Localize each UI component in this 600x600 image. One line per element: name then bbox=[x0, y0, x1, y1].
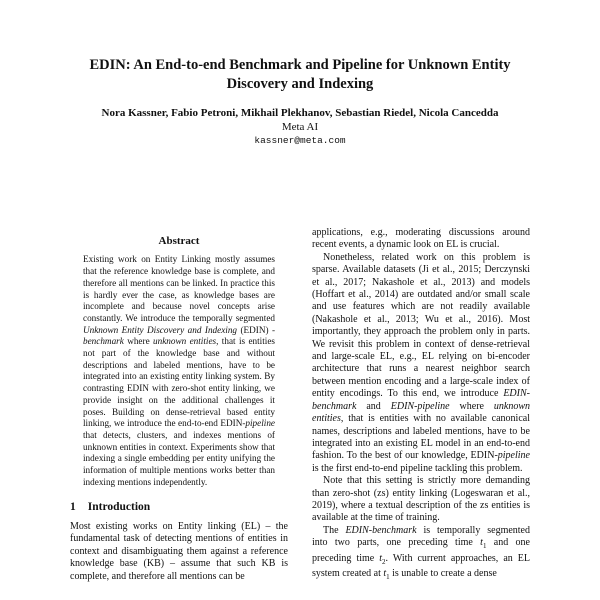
email-address: kassner@meta.com bbox=[254, 135, 346, 146]
body-paragraph: applications, e.g., moderating discussions around recent events, a dynamic look on EL is crucial. bbox=[312, 227, 530, 251]
two-column-body bbox=[70, 227, 530, 583]
affiliation: Meta AI bbox=[281, 121, 319, 133]
section-number: 1 bbox=[70, 501, 76, 514]
abstract-text: Existing work on Entity Linking mostly assumes that the reference knowledge base is complete, and therefore all mentions can be linked. In practice this is hardly ever the case, as knowledge bases are incomplete and because novel concepts arise constantly. We introduce the temporally segmented Unknown Entity Discovery and Indexing (EDIN) -benchmark where unknown entities, that is entities not part of the knowledge base and without descriptions and labeled mentions, have to be integrated into an existing entity linking system. By contrasting EDIN with zero-shot entity linking, we provide insight on the additional challenges it poses. Building on dense-retrieval based entity linking, we introduce the end-to-end EDIN-pipeline that detects, clusters, and indexes mentions of unknown entities in context. Experiments show that indexing a single embedding per entity unifying the information of multiple mentions works better than indexing mentions independently. bbox=[83, 254, 276, 487]
body-paragraph: The EDIN-benchmark is temporally segmented into two parts, one preceding time $t_1$ and one preceding time $t_2$. With current approaches, an EL system created at $t_1$ is unable to create a dense bbox=[312, 524, 530, 581]
authors-line: Nora Kassner, Fabio Petroni, Mikhail Plekhanov, Sebastian Riedel, Nicola Cancedda bbox=[101, 107, 499, 119]
paper-title: EDIN: An End-to-end Benchmark and Pipeline for Unknown Entity Discovery and Indexing bbox=[89, 57, 511, 92]
left-column bbox=[70, 227, 288, 583]
title-block bbox=[0, 56, 600, 147]
abstract-heading: Abstract bbox=[158, 235, 200, 247]
body-paragraph: Note that this setting is strictly more demanding than zero-shot (zs) entity linking (Logeswaran et al., 2019), where a textual description of the zs entities is available at the time of training. bbox=[312, 475, 530, 524]
body-paragraph: Nonetheless, related work on this problem is sparse. Available datasets (Ji et al., 2015; Derczynski et al., 2017; Nakashole et al., 2013) and models (Hoffart et al., 2014) are outdated and/or small scale and use features which are not readily available (Nakashole et al., 2013; Wu et al., 2016). Most importantly, they approach the problem only in parts. We revisit this problem in context of dense-retrieval and large-scale EL, e.g., EL relying on bi-encoder architecture that runs a nearest neighbor search between mention encoding and a large-scale index of entity encodings. To this end, we introduce EDIN-benchmark and EDIN-pipeline where unknown entities, that is entities with no available canonical names, descriptions and labeled mentions, have to be integrated into an existing EL model in an end-to-end fashion. To the best of our knowledge, EDIN-pipeline is the first end-to-end pipeline tackling this problem. bbox=[312, 251, 530, 474]
section-heading-introduction bbox=[70, 501, 288, 513]
section-title: Introduction bbox=[87, 501, 151, 514]
right-column bbox=[312, 227, 530, 583]
intro-paragraph: Most existing works on Entity linking (EL) – the fundamental task of detecting mentions of entities in context and disambiguating them against a reference knowledge base (KB) – assume that such KB is complete, and therefore all mentions can be bbox=[70, 520, 288, 582]
